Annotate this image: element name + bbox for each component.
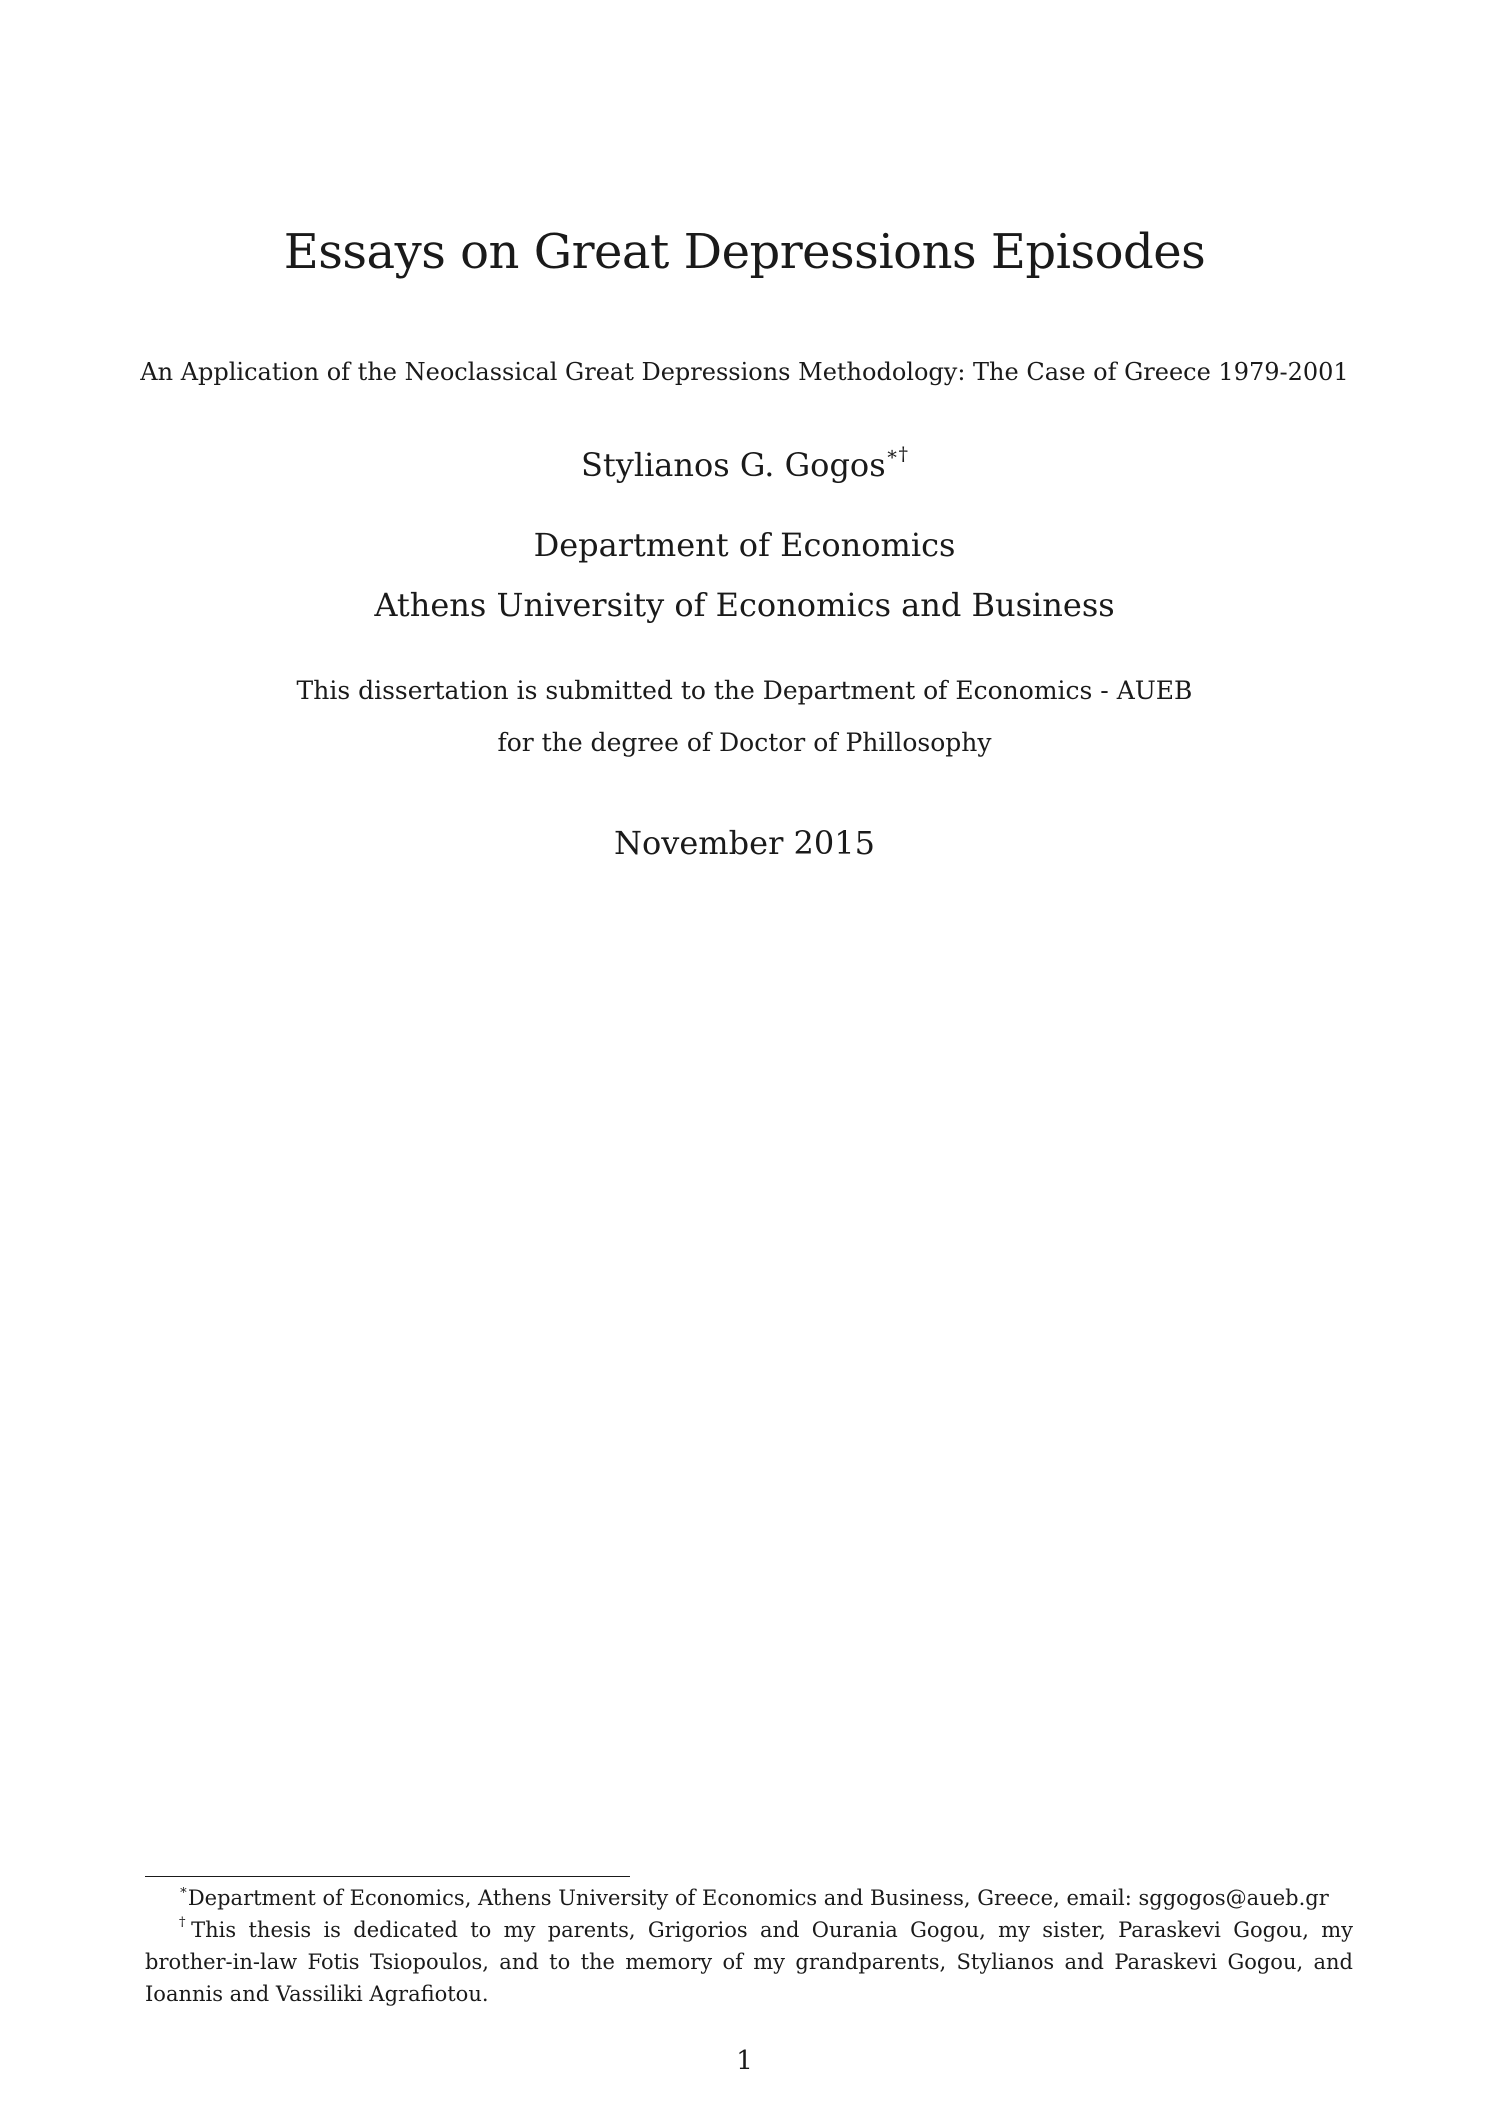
document-subtitle: An Application of the Neoclassical Great Depressions Methodology: The Case of Greece 1979-2001 <box>140 358 1349 386</box>
submission-date: November 2015 <box>614 824 875 862</box>
document-title: Essays on Great Depressions Episodes <box>283 224 1206 280</box>
author-footnote-marks: ∗† <box>885 443 909 466</box>
footnotes <box>145 1882 1353 2010</box>
author-name: Stylianos G. Gogos <box>580 446 886 484</box>
department-name: Department of Economics <box>533 526 956 564</box>
submission-statement-line-1: This dissertation is submitted to the Department of Economics - AUEB <box>296 676 1193 705</box>
footnote-text: This thesis is dedicated to my parents, Grigorios and Ourania Gogou, my sister, Paraskevi Gogou, my brother-in-law Fotis Tsiopoulos, and to the memory of my grandparents, Stylianos and Paraskevi Gogou, and Ioannis and Vassiliki Agrafiotou. <box>145 1918 1353 2006</box>
author-line <box>0 444 1489 486</box>
university-name: Athens University of Economics and Business <box>374 586 1115 624</box>
footnote-affiliation <box>145 1882 1353 1914</box>
footnote-mark: ∗ <box>179 1883 188 1898</box>
footnote-mark: † <box>179 1915 192 1930</box>
footnote-dedication <box>145 1914 1353 2010</box>
page-number: 1 <box>736 2046 753 2076</box>
submission-statement-line-2: for the degree of Doctor of Phillosophy <box>497 728 992 757</box>
footnote-divider <box>145 1876 630 1877</box>
footnote-text: Department of Economics, Athens University of Economics and Business, Greece, email: sggogos@aueb.gr <box>187 1886 1329 1910</box>
